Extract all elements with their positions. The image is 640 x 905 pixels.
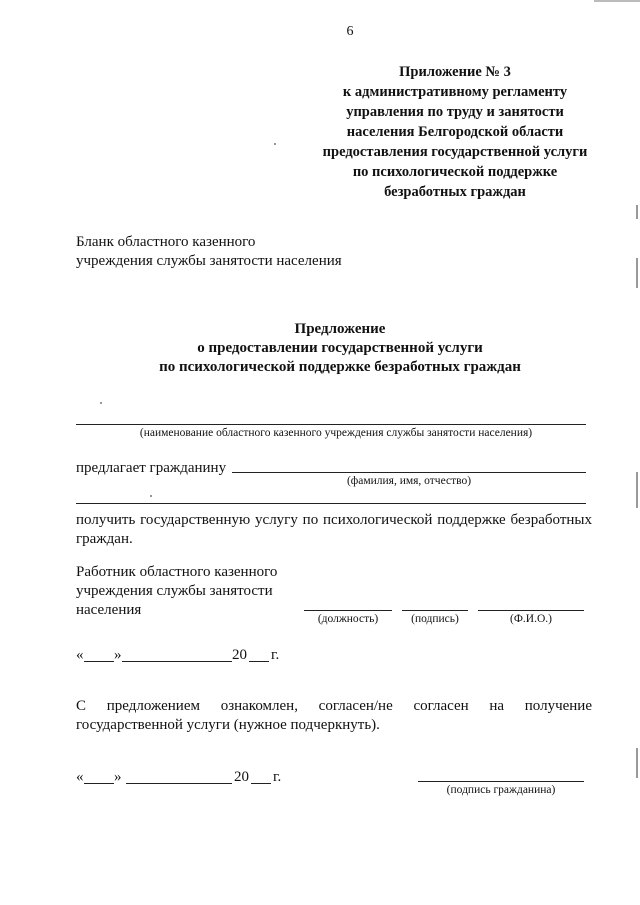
date-year-suffix: г. (271, 647, 280, 663)
consent-word: предложением (106, 698, 200, 714)
date-day-line[interactable] (84, 783, 114, 784)
date-year-suffix: г. (273, 769, 282, 785)
service-text-line: получить государственную услугу по психологической поддержке безработных (76, 512, 592, 528)
scan-edge-mark (636, 205, 638, 219)
document-title (60, 320, 620, 377)
scan-speck (274, 143, 276, 145)
citizen-signature-caption: (подпись гражданина) (446, 784, 556, 796)
date-month-line[interactable] (126, 783, 232, 784)
citizen-name-continuation-line[interactable] (76, 503, 586, 504)
date-day-line[interactable] (84, 661, 114, 662)
appendix-header (300, 62, 610, 202)
consent-line (76, 697, 592, 716)
page-number: 6 (346, 24, 354, 39)
position-line[interactable] (304, 610, 392, 611)
appendix-line: по психологической поддержке (352, 164, 558, 180)
date-year-prefix: 20 (232, 647, 247, 663)
name-caption: (Ф.И.О.) (510, 613, 552, 625)
worker-label-line: населения (76, 602, 142, 618)
appendix-line: к административному регламенту (342, 84, 568, 100)
date-year-prefix: 20 (234, 769, 249, 785)
date-open-quote: « (76, 769, 84, 785)
consent-word: получение (524, 698, 592, 714)
fio-caption: (фамилия, имя, отчество) (346, 475, 472, 487)
title-line: Предложение (294, 321, 386, 337)
scan-edge-mark (594, 0, 640, 2)
date-close-quote: » (114, 769, 122, 785)
blank-header-line: Бланк областного казенного (76, 234, 256, 250)
date-month-line[interactable] (122, 661, 232, 662)
scan-edge-mark (636, 258, 638, 288)
consent-word: С (76, 698, 87, 714)
appendix-line: предоставления государственной услуги (322, 144, 588, 160)
appendix-line: управления по труду и занятости (346, 104, 564, 120)
scan-edge-mark (636, 472, 638, 508)
consent-word: согласен/не (318, 698, 393, 714)
date-year-line[interactable] (249, 661, 269, 662)
appendix-line: Приложение № 3 (399, 64, 511, 80)
signature-line[interactable] (402, 610, 468, 611)
consent-word: ознакомлен, (220, 698, 298, 714)
worker-label-line: учреждения службы занятости (76, 583, 273, 599)
date-close-quote: » (114, 647, 122, 663)
title-line: по психологической поддержке безработных граждан (159, 359, 521, 375)
citizen-signature-line[interactable] (418, 781, 584, 782)
consent-word: согласен (413, 698, 469, 714)
institution-name-line[interactable] (76, 424, 586, 425)
blank-header-line: учреждения службы занятости населения (76, 253, 342, 269)
appendix-line: населения Белгородской области (346, 124, 564, 140)
offers-label: предлагает гражданину (76, 460, 227, 476)
scan-speck (100, 402, 102, 404)
service-text-line: граждан. (76, 531, 133, 547)
date-year-line[interactable] (251, 783, 271, 784)
signature-caption: (подпись) (411, 613, 459, 625)
scan-speck (150, 495, 152, 497)
appendix-line: безработных граждан (384, 184, 526, 200)
consent-word: на (489, 698, 505, 714)
worker-name-line[interactable] (478, 610, 584, 611)
worker-label-line: Работник областного казенного (76, 564, 278, 580)
worker-label (76, 563, 277, 620)
consent-line: государственной услуги (нужное подчеркнуть). (76, 717, 380, 733)
blank-header (76, 233, 342, 271)
institution-caption: (наименование областного казенного учреждения службы занятости населения) (139, 427, 533, 439)
date-open-quote: « (76, 647, 84, 663)
title-line: о предоставлении государственной услуги (197, 340, 483, 356)
position-caption: (должность) (317, 613, 379, 625)
scan-edge-mark (636, 748, 638, 778)
citizen-name-line[interactable] (232, 472, 586, 473)
